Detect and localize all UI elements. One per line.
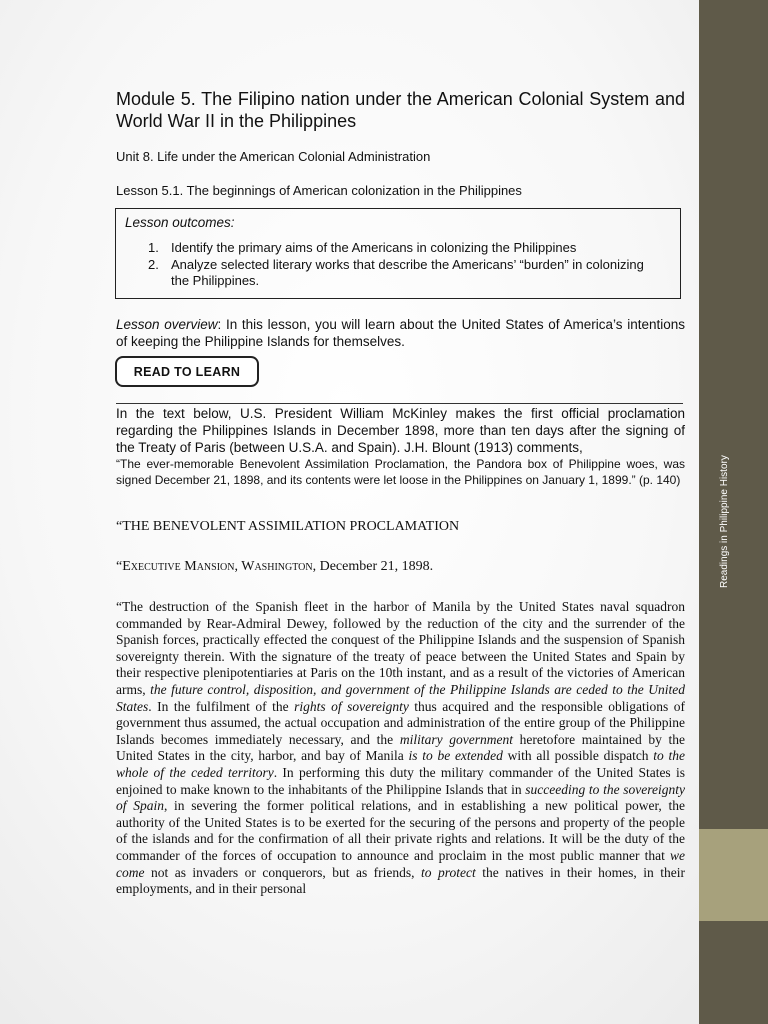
proclamation-text: thus acquired and the responsible obligations of government thus assumed, the actual occupation and administration of the entire group of the Philippine Islands becomes immediately necessary, and the	[116, 698, 685, 747]
proclamation-text: . In the fulfilment of the	[148, 698, 295, 714]
dateline-place: Executive Mansion, Washington	[122, 559, 313, 574]
intro-quote: “The ever-memorable Benevolent Assimilation Proclamation, the Pandora box of Philippine woes, was signed December 21, 1898, and its contents were let loose in the Philippines on January 1, 1899.” (p. 140)	[116, 457, 685, 487]
proclamation-text: , in severing the former political relations, and in establishing a new political power, the authority of the United States is to be exerted for the securing of the persons and property of the people of the islands and for the confirmation of all their private rights and relations. It will be the duty of the commander of the forces of occupation to announce and proclaim in the most public manner that	[116, 798, 685, 863]
proclamation-body	[116, 599, 685, 932]
lesson-overview-text: : In this lesson, you will learn about the United States of America’s intentions of keeping the Philippine Islands for themselves.	[116, 317, 685, 349]
list-item	[148, 257, 658, 290]
proclamation-text: with all possible dispatch	[502, 748, 654, 764]
proclamation-text: heretofore maintained by the United States in the city, harbor, and bay of Manila	[116, 731, 685, 764]
lesson-title: Lesson 5.1. The beginnings of American colonization in the Philippines	[116, 183, 522, 198]
proclamation-dateline	[116, 559, 433, 575]
dateline-date: , December 21, 1898.	[312, 559, 434, 574]
proclamation-emphasis: is to be extended	[408, 748, 503, 764]
proclamation-text: not as invaders or conquerors, but as friends,	[144, 864, 422, 880]
list-item-text: Identify the primary aims of the Americans in colonizing the Philippines	[171, 240, 577, 255]
list-item	[148, 240, 658, 257]
list-item-number: 2.	[148, 256, 159, 272]
lesson-overview	[116, 316, 685, 350]
unit-title: Unit 8. Life under the American Colonial Administration	[116, 149, 431, 164]
proclamation-text: “The destruction of the Spanish fleet in the harbor of Manila by the United States naval squadron commanded by Rear-Admiral Dewey, followed by the reduction of the city and the surrender of the Spanish forces, practically effected the conquest of the Philippine Islands and the suspension of Spanish sovereignty therein. With the signature of the treaty of peace between the United States and Spain by their respective plenipotentiaries at Paris on the 10th instant, and as a result of the victories of American arms,	[116, 599, 685, 697]
section-divider	[116, 403, 683, 404]
module-title: Module 5. The Filipino nation under the American Colonial System and World War II in the Philippines	[116, 89, 685, 131]
proclamation-emphasis: we come	[116, 847, 685, 880]
lesson-outcomes-heading: Lesson outcomes:	[125, 215, 235, 230]
proclamation-title: “THE BENEVOLENT ASSIMILATION PROCLAMATION	[116, 519, 460, 534]
sidebar-title: Readings in Philippine History	[719, 455, 730, 588]
lesson-outcomes-box	[115, 208, 681, 299]
proclamation-emphasis: to the whole of the ceded territory	[116, 748, 685, 780]
proclamation-text: . In performing this duty the military commander of the United States is enjoined to make known to the inhabitants of the Philippine Islands that in	[116, 764, 685, 797]
list-item-text: Analyze selected literary works that describe the Americans’ “burden” in colonizing the Philippines.	[171, 256, 644, 288]
sidebar-accent-block	[699, 829, 768, 921]
proclamation-text: the natives in their homes, in their employments, and in their personal	[116, 864, 685, 897]
proclamation-emphasis: succeeding to the sovereignty of Spain	[116, 781, 685, 814]
proclamation-emphasis: to protect	[421, 864, 476, 880]
proclamation-emphasis: rights of sovereignty	[294, 698, 409, 714]
intro-paragraph: In the text below, U.S. President William McKinley makes the first official proclamation regarding the Philippines Islands in December 1898, more than ten days after the signing of the Treaty of Paris (between U.S.A. and Spain). J.H. Blount (1913) comments,	[116, 406, 685, 455]
read-to-learn-button[interactable]: READ TO LEARN	[115, 356, 259, 387]
lesson-overview-label: Lesson overview	[116, 317, 218, 332]
lesson-outcomes-list	[148, 240, 658, 290]
proclamation-emphasis: military government	[399, 731, 513, 747]
proclamation-emphasis: the future control, disposition, and government of the Philippine Islands are ceded to the United States	[116, 681, 685, 714]
dateline-open-quote: “	[116, 559, 123, 574]
list-item-number: 1.	[148, 240, 159, 255]
